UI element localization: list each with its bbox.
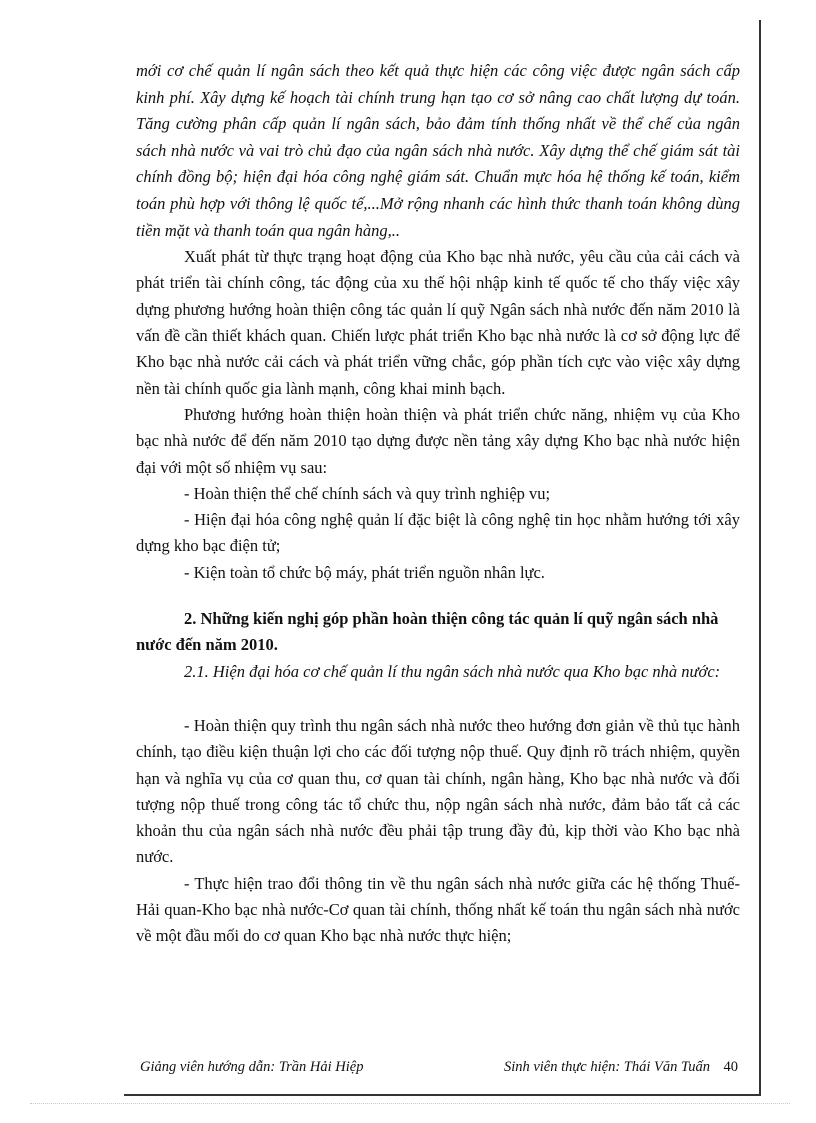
subsection-heading: 2.1. Hiện đại hóa cơ chế quản lí thu ngân sách nhà nước qua Kho bạc nhà nước: — [184, 661, 721, 681]
footer-instructor: Giảng viên hướng dẫn: Trần Hải Hiệp — [140, 1059, 364, 1075]
list-item: - Hoàn thiện thể chế chính sách và quy trình nghiệp vu; — [184, 483, 551, 503]
paragraph-direction: Phương hướng hoàn thiện hoàn thiện và phát triển chức năng, nhiệm vụ của Kho bạc nhà nước để đến năm 2010 tạo dựng được nền tảng xây dựng Kho bạc nhà nước hiện đại với một số nhiệm vụ sau: — [136, 404, 740, 477]
page-body — [136, 58, 740, 950]
page-break-line — [30, 1103, 790, 1104]
paragraph-context: Xuất phát từ thực trạng hoạt động của Kho bạc nhà nước, yêu cầu của cải cách và phát triển tài chính công, tác động của xu thế hội nhập kinh tế quốc tế cho thấy việc xây dựng phương hướng hoàn thiện công tác quản lí quỹ Ngân sách nhà nước đến năm 2010 là vấn đề cần thiết khách quan. Chiến lược phát triển Kho bạc nhà nước là cơ sở động lực để Kho bạc nhà nước cải cách và phát triển vững chắc, góp phần tích cực vào việc xây dựng nền tài chính quốc gia lành mạnh, công khai minh bạch. — [136, 247, 740, 398]
list-item: - Kiện toàn tổ chức bộ máy, phát triển nguồn nhân lực. — [184, 562, 545, 582]
section-heading: 2. Những kiến nghị góp phần hoàn thiện công tác quản lí quỹ ngân sách nhà nước đến năm 2010. — [136, 609, 719, 655]
spacer — [136, 685, 740, 713]
intro-italic-paragraph: mới cơ chế quản lí ngân sách theo kết quả thực hiện các công việc được ngân sách cấp kinh phí. Xây dựng kế hoạch tài chính trung hạn tạo cơ sở nâng cao chất lượng dự toán. Tăng cường phân cấp quản lí ngân sách, bảo đảm tính thống nhất về thể chế của ngân sách nhà nước và vai trò chủ đạo của ngân sách nhà nước. Xây dựng thể chế giám sát tài chính đồng bộ; hiện đại hóa công nghệ giám sát. Chuẩn mực hóa hệ thống kế toán, kiểm toán phù hợp với thông lệ quốc tế,...Mở rộng nhanh các hình thức thanh toán không dùng tiền mặt và thanh toán qua ngân hàng,.. — [136, 61, 740, 240]
paragraph-revenue-process: - Hoàn thiện quy trình thu ngân sách nhà nước theo hướng đơn giản về thủ tục hành chính, tạo điều kiện thuận lợi cho các đối tượng nộp thuế. Quy định rõ trách nhiệm, quyền hạn và nghĩa vụ của cơ quan thu, cơ quan tài chính, ngân hàng, Kho bạc nhà nước và đối tượng nộp thuế trong công tác tổ chức thu, nộp ngân sách nhà nước, đảm bảo tất cả các khoản thu của ngân sách nhà nước đều phải tập trung đầy đủ, kịp thời vào Kho bạc nhà nước. — [136, 715, 740, 867]
spacer — [136, 586, 740, 606]
footer-student: Sinh viên thực hiện: Thái Văn Tuấn — [503, 1059, 710, 1075]
page-number: 40 — [723, 1059, 738, 1075]
list-item: - Hiện đại hóa công nghệ quản lí đặc biệt là công nghệ tin học nhằm hướng tới xây dựng kho bạc điện tử; — [136, 510, 740, 556]
paragraph-info-exchange: - Thực hiện trao đổi thông tin về thu ngân sách nhà nước giữa các hệ thống Thuế-Hải quan-Kho bạc nhà nước-Cơ quan tài chính, thống nhất kế toán thu ngân sách nhà nước về một đầu mối do cơ quan Kho bạc nhà nước thực hiện; — [136, 873, 740, 946]
